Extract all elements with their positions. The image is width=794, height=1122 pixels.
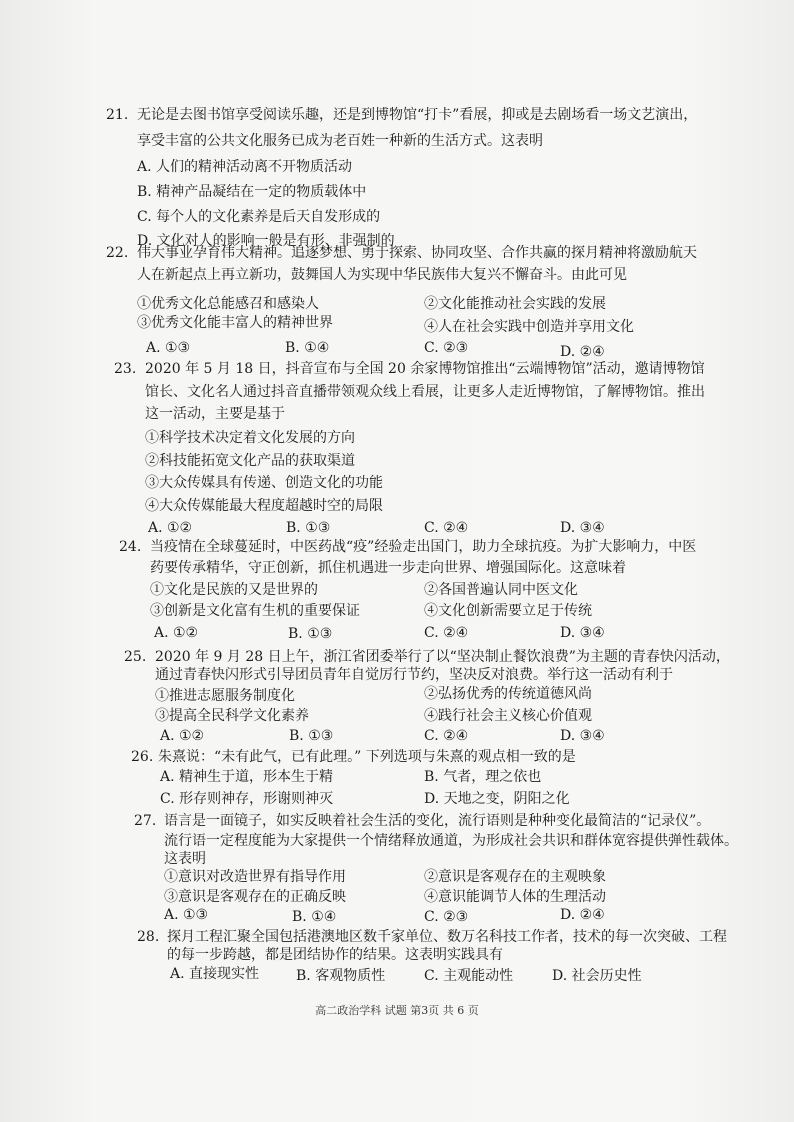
question-number: 25. <box>124 649 147 665</box>
option-c: C. ②④ <box>424 625 469 641</box>
option-c: C. ②④ <box>424 520 469 536</box>
statement-4: ④践行社会主义核心价值观 <box>424 708 592 724</box>
question-number: 27. <box>134 813 157 829</box>
question-stem-line: 这表明 <box>164 851 206 867</box>
option-b: B. ①③ <box>288 626 333 642</box>
statement-2: ②弘扬优秀的传统道德风尚 <box>424 686 592 702</box>
statement-4: ④文化创新需要立足于传统 <box>424 603 592 619</box>
question-number: 23. <box>114 361 137 377</box>
option-d: D. 文化对人的影响一般是有形、非强制的 <box>137 233 395 249</box>
question-stem-line: 无论是去图书馆享受阅读乐趣，还是到博物馆“打卡”看展，抑或是去剧场看一场文艺演出， <box>137 107 698 123</box>
question-stem-line: 当疫情在全球蔓延时，中医药战“疫”经验走出国门，助力全球抗疫。为扩大影响力，中医 <box>150 539 697 555</box>
statement-1: ①推进志愿服务制度化 <box>155 688 295 704</box>
option-a: A. 人们的精神活动离不开物质活动 <box>137 159 353 175</box>
statement-4: ④意识能调节人体的生理活动 <box>424 889 606 905</box>
option-b: B. ①④ <box>292 909 337 925</box>
option-d: D. ③④ <box>560 625 605 641</box>
statement-1: ①优秀文化总能感召和感染人 <box>137 296 319 312</box>
question-number: 22. <box>106 245 129 261</box>
statement-4: ④人在社会实践中创造并享用文化 <box>424 319 634 335</box>
option-b: B. ①④ <box>285 340 330 356</box>
option-b: B. ①③ <box>289 728 334 744</box>
question-stem-line: 馆长、文化名人通过抖音直播带领观众线上看展，让更多人走近博物馆，了解博物馆。推出 <box>145 384 705 400</box>
statement-3: ③创新是文化富有生机的重要保证 <box>150 603 360 619</box>
statement-4: ④大众传媒能最大程度超越时空的局限 <box>145 498 383 514</box>
statement-1: ①意识对改造世界有指导作用 <box>164 869 346 885</box>
question-stem-line: 2020 年 5 月 18 日，抖音宣布与全国 20 余家博物馆推出“云端博物馆”活动，邀请博物馆 <box>145 361 705 377</box>
option-b: B. ①③ <box>286 520 331 536</box>
statement-1: ①科学技术决定着文化发展的方向 <box>145 430 355 446</box>
question-stem-line: 的每一步跨越，都是团结协作的结果。这表明实践具有 <box>167 947 503 963</box>
option-c: C. 形存则神存，形谢则神灭 <box>160 791 334 807</box>
statement-3: ③提高全民科学文化素养 <box>155 708 309 724</box>
question-number: 24. <box>119 539 142 555</box>
option-a: A. 直接现实性 <box>170 966 260 982</box>
question-stem-line: 享受丰富的公共文化服务已成为老百姓一种新的生活方式。这表明 <box>137 133 543 149</box>
option-d: D. ②④ <box>560 907 605 923</box>
option-c: C. 每个人的文化素养是后天自发形成的 <box>137 209 381 225</box>
option-c: C. 主观能动性 <box>424 968 514 984</box>
option-a: A. ①② <box>154 625 199 641</box>
question-stem-line: 语言是一面镜子，如实反映着社会生活的变化，流行语则是种种变化最简洁的“记录仪”。 <box>164 813 711 829</box>
option-a: A. ①② <box>160 728 205 744</box>
option-a: A. ①③ <box>146 340 191 356</box>
statement-3: ③意识是客观存在的正确反映 <box>164 889 346 905</box>
statement-3: ③大众传媒具有传递、创造文化的功能 <box>145 475 383 491</box>
option-c: C. ②③ <box>424 340 469 356</box>
question-stem-line: 这一活动，主要是基于 <box>145 406 285 422</box>
question-stem-line: 药要传承精华，守正创新，抓住机遇进一步走向世界、增强国际化。这意味着 <box>150 560 626 576</box>
statement-1: ①文化是民族的又是世界的 <box>150 582 318 598</box>
option-a: A. ①③ <box>164 907 209 923</box>
option-d: D. ②④ <box>560 344 605 360</box>
statement-2: ②科技能拓宽文化产品的获取渠道 <box>145 453 355 469</box>
option-c: C. ②④ <box>424 728 469 744</box>
option-d: D. 天地之变，阴阳之化 <box>424 791 570 807</box>
option-d: D. ③④ <box>560 728 605 744</box>
statement-2: ②各国普遍认同中医文化 <box>424 582 578 598</box>
question-number: 21. <box>106 107 129 123</box>
question-stem-line: 人在新起点上再立新功，鼓舞国人为实现中华民族伟大复兴不懈奋斗。由此可见 <box>137 267 627 283</box>
option-d: D. ③④ <box>560 520 605 536</box>
option-b: B. 客观物质性 <box>296 968 386 984</box>
statement-3: ③优秀文化能丰富人的精神世界 <box>137 315 333 331</box>
option-c: C. ②③ <box>424 909 469 925</box>
option-d: D. 社会历史性 <box>552 968 642 984</box>
question-number: 28. <box>137 929 160 945</box>
option-b: B. 气者，理之依也 <box>424 769 542 785</box>
question-stem-line: 伟大事业孕育伟大精神。追逐梦想、勇于探索、协同攻坚、合作共赢的探月精神将激励航天 <box>137 245 697 261</box>
statement-2: ②意识是客观存在的主观映象 <box>424 869 606 885</box>
question-stem-line: 2020 年 9 月 28 日上午，浙江省团委举行了以“坚决制止餐饮浪费”为主题的青春快闪活动， <box>155 649 730 665</box>
question-number: 26. <box>131 749 154 765</box>
option-b: B. 精神产品凝结在一定的物质载体中 <box>137 184 367 200</box>
statement-2: ②文化能推动社会实践的发展 <box>424 296 606 312</box>
page-footer: 高二政治学科 试题 第3页 共 6 页 <box>315 1004 479 1017</box>
question-stem-line: 朱熹说：“未有此气，已有此理。” 下列选项与朱熹的观点相一致的是 <box>158 749 576 765</box>
question-stem-line: 流行语一定程度能为大家提供一个情绪释放通道，为形成社会共识和群体宽容提供弹性载体。 <box>164 833 738 849</box>
question-stem-line: 探月工程汇聚全国包括港澳地区数千家单位、数万名科技工作者，技术的每一次突破、工程 <box>167 929 727 945</box>
option-a: A. ①② <box>148 520 193 536</box>
question-stem-line: 通过青春快闪形式引导团员青年自觉厉行节约，坚决反对浪费。举行这一活动有利于 <box>155 667 673 683</box>
option-a: A. 精神生于道，形本生于精 <box>160 769 334 785</box>
